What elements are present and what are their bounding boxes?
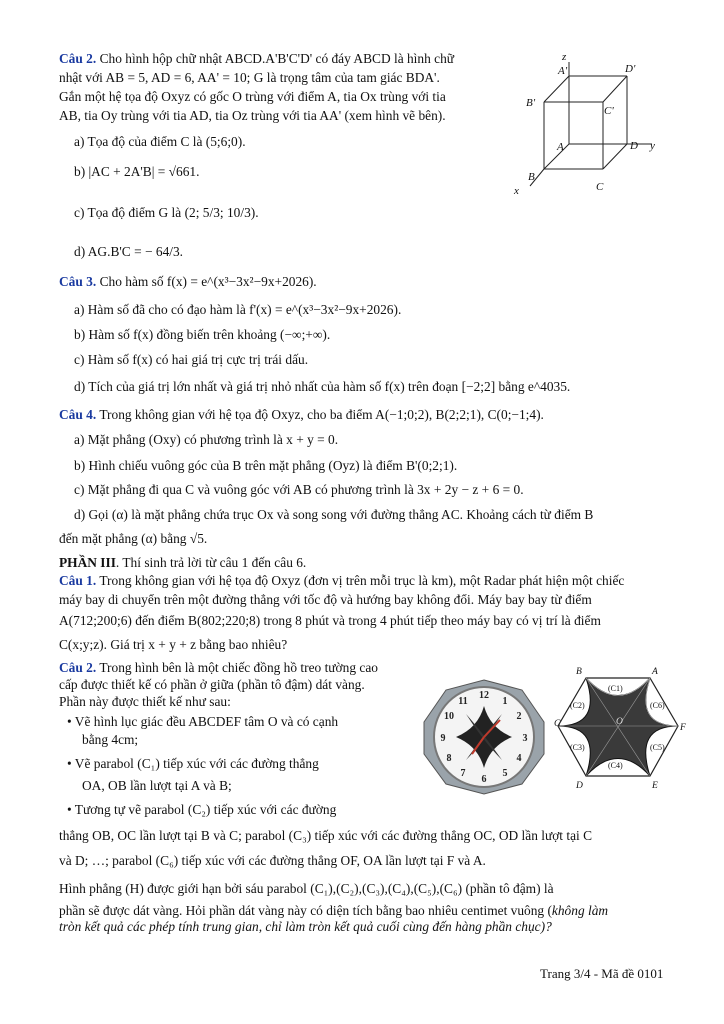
part3-heading xyxy=(59,554,306,571)
q3-option-c: c) Hàm số f(x) có hai giá trị cực trị trái dấu. xyxy=(74,352,309,367)
p3q1-l4: C(x;y;z). Giá trị x + y + z bằng bao nhiêu? xyxy=(59,637,288,652)
hex-label-o: O xyxy=(616,717,623,727)
q4-intro: Trong không gian với hệ tọa độ Oxyz, cho ba điểm A(−1;0;2), B(2;2;1), C(0;−1;4). xyxy=(99,407,544,422)
clock-num-10: 10 xyxy=(444,711,454,722)
box-label-z: z xyxy=(562,51,567,63)
q2-line-1 xyxy=(59,50,454,67)
q4-title: Câu 4. xyxy=(59,407,97,422)
q4-line-1 xyxy=(59,406,544,423)
hex-curve-c2: (C2) xyxy=(570,701,585,710)
p3q2-title: Câu 2. xyxy=(59,660,97,675)
hex-curve-c4: (C4) xyxy=(608,761,623,770)
box-label-a1: A' xyxy=(558,65,568,77)
q4-option-d-2: đến mặt phẳng (α) bằng √5. xyxy=(59,531,208,546)
q2-option-a: a) Tọa độ của điểm C là (5;6;0). xyxy=(74,134,246,149)
box-label-x: x xyxy=(514,185,519,197)
p3q2-bullet-1a: • Vẽ hình lục giác đều ABCDEF tâm O và có cạnh xyxy=(67,714,339,729)
part3-subtitle: . Thí sinh trả lời từ câu 1 đến câu 6. xyxy=(115,555,307,570)
box-label-c1: C' xyxy=(604,105,614,117)
q3-option-d: d) Tích của giá trị lớn nhất và giá trị nhỏ nhất của hàm số f(x) trên đoạn [−2;2] bằng e^4035. xyxy=(74,379,571,394)
clock-figure xyxy=(418,676,550,796)
p3q2-l3: Phần này được thiết kế như sau: xyxy=(59,694,231,709)
clock-num-2: 2 xyxy=(516,711,522,722)
box-label-y: y xyxy=(650,140,655,152)
page-footer: Trang 3/4 - Mã đề 0101 xyxy=(540,966,664,981)
p3q2-bullet-2b: OA, OB lần lượt tại A và B; xyxy=(82,778,232,793)
q4-option-b: b) Hình chiếu vuông góc của B trên mặt phẳng (Oyz) là điểm B'(0;2;1). xyxy=(74,458,458,473)
p3q1-l2: máy bay di chuyển trên một đường thẳng với tốc độ và hướng bay không đổi. Máy bay bay từ điểm xyxy=(59,592,592,607)
p3q2-bullet-2a: • Vẽ parabol (C₁) tiếp xúc với các đường thẳng xyxy=(67,756,319,771)
box-label-c: C xyxy=(596,181,604,193)
q4-option-a: a) Mặt phẳng (Oxy) có phương trình là x + y = 0. xyxy=(74,432,339,447)
clock-num-5: 5 xyxy=(502,768,508,779)
q2-intro-4: AB, tia Oy trùng với tia AD, tia Oz trùng với tia AA' (xem hình vẽ bên). xyxy=(59,108,446,123)
clock-num-11: 11 xyxy=(458,696,468,707)
q3-title: Câu 3. xyxy=(59,274,97,289)
p3q2-line-1 xyxy=(59,659,378,676)
q3-option-b: b) Hàm số f(x) đồng biến trên khoảng (−∞;+∞). xyxy=(74,327,331,342)
clock-num-8: 8 xyxy=(446,753,452,764)
hex-label-b: B xyxy=(576,667,582,677)
box-label-b1: B' xyxy=(526,97,536,109)
hex-label-f: F xyxy=(680,723,686,733)
box-label-a: A xyxy=(557,141,564,153)
clock-num-4: 4 xyxy=(516,753,522,764)
hex-curve-c1: (C1) xyxy=(608,684,623,693)
p3q2-l2: cấp được thiết kế có phần ở giữa (phần tô đậm) dát vàng. xyxy=(59,677,365,692)
q4-option-d-1: d) Gọi (α) là mặt phẳng chứa trục Ox và song song với đường thẳng AC. Khoảng cách từ điểm B xyxy=(74,507,594,522)
part3-title: PHẦN III xyxy=(59,555,116,570)
p3q2-l4: Hình phẳng (H) được giới hạn bởi sáu parabol (C₁),(C₂),(C₃),(C₄),(C₅),(C₆) (phần tô đậm) là xyxy=(59,881,554,896)
clock-num-12: 12 xyxy=(479,690,489,701)
p3q2-l6: tròn kết quả các phép tính trung gian, chỉ làm tròn kết quả cuối cùng đến hàng phần chục)? xyxy=(59,919,552,934)
p3q2-bullet-3a: • Tương tự vẽ parabol (C₂) tiếp xúc với các đường xyxy=(67,802,337,817)
hexagon-figure xyxy=(556,664,688,794)
p3q1-l3: A(712;200;6) đến điểm B(802;220;8) trong 8 phút và trong 4 phút tiếp theo máy bay có vị trí là điểm xyxy=(59,613,601,628)
hex-label-e: E xyxy=(652,781,658,791)
box-label-d: D xyxy=(630,140,638,152)
q4-option-c: c) Mặt phẳng đi qua C và vuông góc với AB có phương trình là 3x + 2y − z + 6 = 0. xyxy=(74,482,524,497)
p3q2-bullet-3c: và D; …; parabol (C₆) tiếp xúc với các đường thẳng OF, OA lần lượt tại F và A. xyxy=(59,853,486,868)
q3-option-a: a) Hàm số đã cho có đạo hàm là f'(x) = e^(x³−3x²−9x+2026). xyxy=(74,302,402,317)
q2-option-d: d) AG.B'C = − 64/3. xyxy=(74,244,184,259)
p3q2-l1: Trong hình bên là một chiếc đồng hồ treo tường cao xyxy=(99,660,378,675)
q2-intro-3: Gắn một hệ tọa độ Oxyz có gốc O trùng với điểm A, tia Ox trùng với tia xyxy=(59,89,446,104)
box-label-d1: D' xyxy=(625,63,636,75)
hex-label-d: D xyxy=(576,781,583,791)
q2-title: Câu 2. xyxy=(59,51,97,66)
q2-option-b: b) |AC + 2A'B| = √661. xyxy=(74,164,200,179)
clock-num-7: 7 xyxy=(460,768,466,779)
p3q1-title: Câu 1. xyxy=(59,573,97,588)
hex-label-c: C xyxy=(554,719,561,729)
q2-intro-2: nhật với AB = 5, AD = 6, AA' = 10; G là trọng tâm của tam giác BDA'. xyxy=(59,70,440,85)
q3-intro: Cho hàm số f(x) = e^(x³−3x²−9x+2026). xyxy=(99,274,317,289)
p3q2-l5-italic: không làm xyxy=(551,903,609,918)
box-figure xyxy=(508,48,678,198)
q2-intro-1: Cho hình hộp chữ nhật ABCD.A'B'C'D' có đáy ABCD là hình chữ xyxy=(99,51,455,66)
p3q2-bullet-1b: bằng 4cm; xyxy=(82,732,139,747)
q2-option-c: c) Tọa độ điểm G là (2; 5/3; 10/3). xyxy=(74,205,259,220)
p3q2-l5-plain: phần sẽ được dát vàng. Hỏi phần dát vàng này có diện tích bằng bao nhiêu centimet vuông ( xyxy=(59,903,552,918)
p3q1-l1: Trong không gian với hệ tọa độ Oxyz (đơn vị trên mỗi trục là km), một Radar phát hiện một chiếc xyxy=(99,573,625,588)
clock-num-6: 6 xyxy=(481,774,487,785)
clock-num-3: 3 xyxy=(522,733,528,744)
clock-num-9: 9 xyxy=(440,733,446,744)
hex-label-a: A xyxy=(652,667,658,677)
p3q2-bullet-3b: thẳng OB, OC lần lượt tại B và C; parabol (C₃) tiếp xúc với các đường thẳng OC, OD lần lượt tại C xyxy=(59,828,593,843)
p3q2-l5 xyxy=(59,902,608,919)
p3q1-line-1 xyxy=(59,572,624,589)
hex-curve-c3: (C3) xyxy=(570,743,585,752)
clock-num-1: 1 xyxy=(502,696,508,707)
q3-line-1 xyxy=(59,273,317,290)
box-label-b: B xyxy=(528,171,535,183)
hex-curve-c6: (C6) xyxy=(650,701,665,710)
hex-curve-c5: (C5) xyxy=(650,743,665,752)
